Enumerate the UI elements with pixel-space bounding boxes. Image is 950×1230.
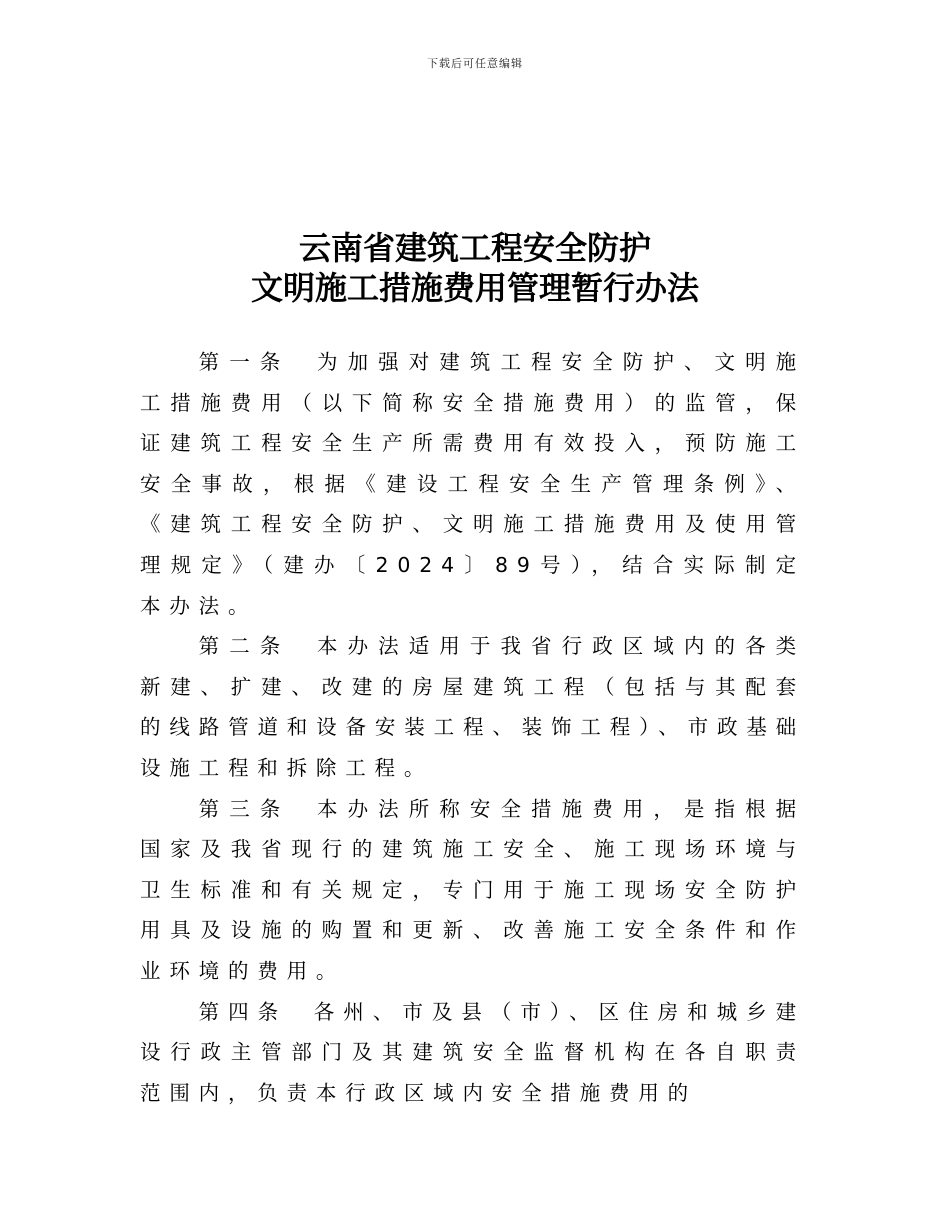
- article-number: 第四条: [198, 999, 288, 1024]
- document-title: [0, 228, 950, 308]
- article-text: 本办法适用于我省行政区域内的各类新建、扩建、改建的房屋建筑工程（包括与其配套的线路管道和设备安装工程、装饰工程）、市政基础设施工程和拆除工程。: [140, 634, 805, 780]
- article-number: 第三条: [198, 796, 291, 821]
- article-text: 各州、市及县（市）、区住房和城乡建设行政主管部门及其建筑安全监督机构在各自职责范围内，负责本行政区域内安全措施费用的: [140, 999, 805, 1105]
- article-number: 第一条: [198, 350, 291, 374]
- article-1: [140, 342, 805, 626]
- article-3: [140, 789, 805, 992]
- article-text: 本办法所称安全措施费用，是指根据国家及我省现行的建筑施工安全、施工现场环境与卫生标准和有关规定，专门用于施工现场安全防护用具及设施的购置和更新、改善施工安全条件和作业环境的费用。: [140, 796, 805, 983]
- title-line-2: 文明施工措施费用管理暂行办法: [250, 269, 699, 307]
- document-body: [140, 342, 805, 1113]
- article-number: 第二条: [198, 634, 291, 659]
- page-header-note: 下载后可任意编辑: [427, 57, 523, 70]
- article-2: [140, 626, 805, 788]
- title-line-1: 云南省建筑工程安全防护: [298, 229, 651, 267]
- article-text: 为加强对建筑工程安全防护、文明施工措施费用（以下简称安全措施费用）的监管，保证建筑工程安全生产所需费用有效投入，预防施工安全事故，根据《建设工程安全生产管理条例》、《建筑工程安全防护、文明施工措施费用及使用管理规定》（建办〔2024〕89号），结合实际制定本办法。: [140, 350, 805, 618]
- article-4: [140, 992, 805, 1114]
